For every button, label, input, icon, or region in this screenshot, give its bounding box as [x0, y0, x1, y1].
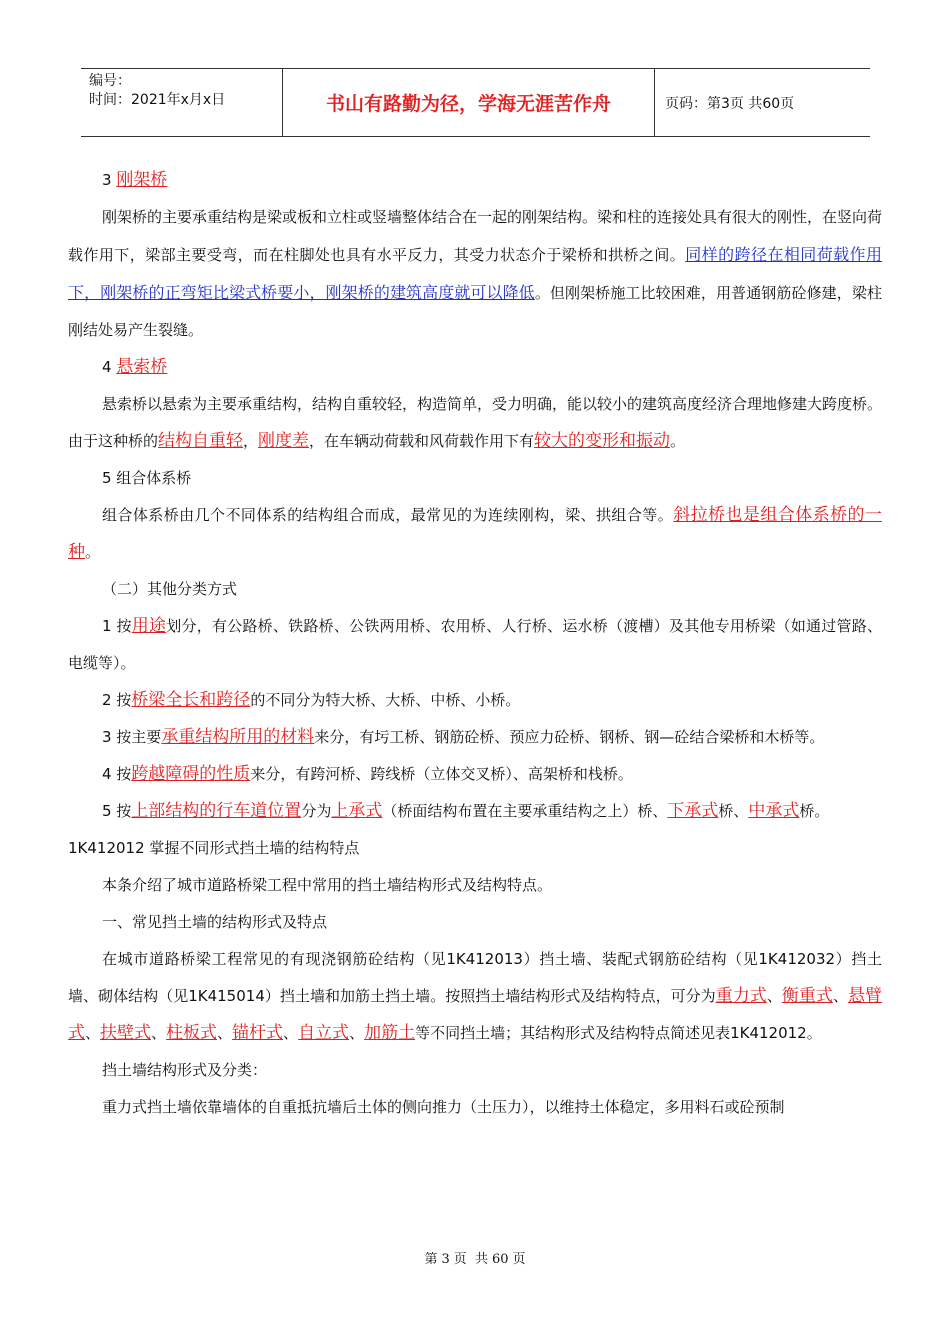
highlight-term: 重力式: [715, 986, 767, 1006]
highlight-term: 加筋土: [364, 1023, 416, 1043]
header-meta: [81, 69, 282, 136]
section-heading-retaining-wall: 1K412012 掌握不同形式挡土墙的结构特点: [68, 839, 360, 857]
highlight-term: 较大的变形和振动: [534, 431, 671, 451]
doc-number-label: 编号：: [89, 73, 131, 89]
highlight-term: 承重结构所用的材料: [161, 727, 315, 747]
header-motto: 书山有路勤为径，学海无涯苦作舟: [282, 69, 655, 136]
highlight-term: 刚度差: [258, 431, 310, 451]
highlight-term: 扶壁式: [100, 1023, 152, 1043]
list-item-by-obstacle: 4 按跨越障碍的性质来分，有跨河桥、跨线桥（立体交叉桥）、高架桥和栈桥。: [102, 764, 633, 784]
list-item-by-use: 1 按用途划分，有公路桥、铁路桥、公铁两用桥、农用桥、人行桥、运水桥（渡槽）及其他专用桥梁（如通过管路、电缆等）。: [68, 616, 882, 672]
highlight-term: 上部结构的行车道位置: [131, 801, 302, 821]
highlight-term: 桥梁全长和跨径: [131, 690, 251, 710]
subheading-wall-classification: 挡土墙结构形式及分类：: [102, 1061, 268, 1079]
highlight-term: 下承式: [667, 801, 719, 821]
highlight-term: 斜拉桥也是组合体系桥的一种: [68, 505, 882, 562]
highlight-term: 用途: [131, 616, 167, 636]
highlight-term: 上承式: [331, 801, 383, 821]
paragraph-wall-types: 在城市道路桥梁工程常见的有现浇钢筋砼结构（见1K412013）挡土墙、装配式钢筋砼结构（见1K412032）挡土墙、砌体结构（见1K415014）挡土墙和加筋土挡土墙。按照挡土墙结构形式及结构特点，可分为重力式、衡重式、悬臂式、扶壁式、柱板式、锚杆式、自立式、加筋土等不同挡土墙；其结构形式及结构特点简述见表1K412012。: [68, 950, 882, 1043]
page-header: [81, 68, 870, 137]
page-footer: 第 3 页 共 60 页: [424, 1252, 526, 1267]
highlight-term: 柱板式: [166, 1023, 218, 1043]
section-heading-other-classification: （二）其他分类方式: [102, 580, 238, 598]
paragraph-composite-bridge: 组合体系桥由几个不同体系的结构组合而成，最常见的为连续刚构，梁、拱组合等。斜拉桥也是组合体系桥的一种。: [68, 505, 882, 562]
section-heading-composite-bridge: 5 组合体系桥: [102, 469, 192, 487]
list-item-by-material: 3 按主要承重结构所用的材料来分，有圬工桥、钢筋砼桥、预应力砼桥、钢桥、钢—砼结合梁桥和木桥等。: [102, 727, 825, 747]
document-body: [68, 162, 882, 1126]
section-heading-suspension-bridge: 4 悬索桥: [102, 357, 168, 377]
highlight-term: 悬臂式: [68, 986, 882, 1043]
highlight-term: 衡重式: [781, 986, 833, 1006]
header-page-info: 页码：第3页 共60页: [665, 95, 795, 112]
paragraph-suspension-bridge: 悬索桥以悬索为主要承重结构，结构自重较轻，构造简单，受力明确，能以较小的建筑高度经济合理地修建大跨度桥。由于这种桥的结构自重轻，刚度差，在车辆动荷载和风荷载作用下有较大的变形和振动。: [68, 395, 883, 451]
highlight-term: 跨越障碍的性质: [131, 764, 251, 784]
highlight-term: 锚杆式: [232, 1023, 284, 1043]
subheading-wall-types: 一、常见挡土墙的结构形式及特点: [102, 913, 328, 931]
highlight-blue-sentence: 同样的跨径在相同荷载作用下，刚架桥的正弯矩比梁式桥要小，刚架桥的建筑高度就可以降低: [68, 245, 882, 302]
highlight-term: 刚架桥: [116, 170, 168, 190]
highlight-term: 自立式: [298, 1023, 350, 1043]
highlight-term: 悬索桥: [116, 357, 168, 377]
paragraph-gravity-wall: 重力式挡土墙依靠墙体的自重抵抗墙后土体的侧向推力（土压力），以维持土体稳定，多用料石或砼预制: [102, 1098, 785, 1116]
footer-page-number: 3: [441, 1252, 450, 1267]
paragraph-rigid-frame-bridge: 刚架桥的主要承重结构是梁或板和立柱或竖墙整体结合在一起的刚架结构。梁和柱的连接处具有很大的刚性，在竖向荷载作用下，梁部主要受弯，而在柱脚处也具有水平反力，其受力状态介于梁桥和拱桥之间。同样的跨径在相同荷载作用下，刚架桥的正弯矩比梁式桥要小，刚架桥的建筑高度就可以降低。但刚架桥施工比较困难，用普通钢筋砼修建，梁柱刚结处易产生裂缝。: [68, 208, 883, 339]
paragraph-retaining-wall-intro: 本条介绍了城市道路桥梁工程中常用的挡土墙结构形式及结构特点。: [102, 876, 553, 894]
list-item-by-deck-position: 5 按上部结构的行车道位置分为上承式（桥面结构布置在主要承重结构之上）桥、下承式桥、中承式桥。: [102, 801, 830, 821]
doc-date-label: 时间：2021年x月x日: [89, 92, 226, 108]
highlight-term: 结构自重轻: [158, 431, 244, 451]
section-heading-rigid-frame-bridge: 3 刚架桥: [102, 170, 168, 190]
list-item-by-length: 2 按桥梁全长和跨径的不同分为特大桥、大桥、中桥、小桥。: [102, 690, 521, 710]
highlight-term: 中承式: [748, 801, 800, 821]
footer-total-pages: 60: [491, 1252, 509, 1267]
